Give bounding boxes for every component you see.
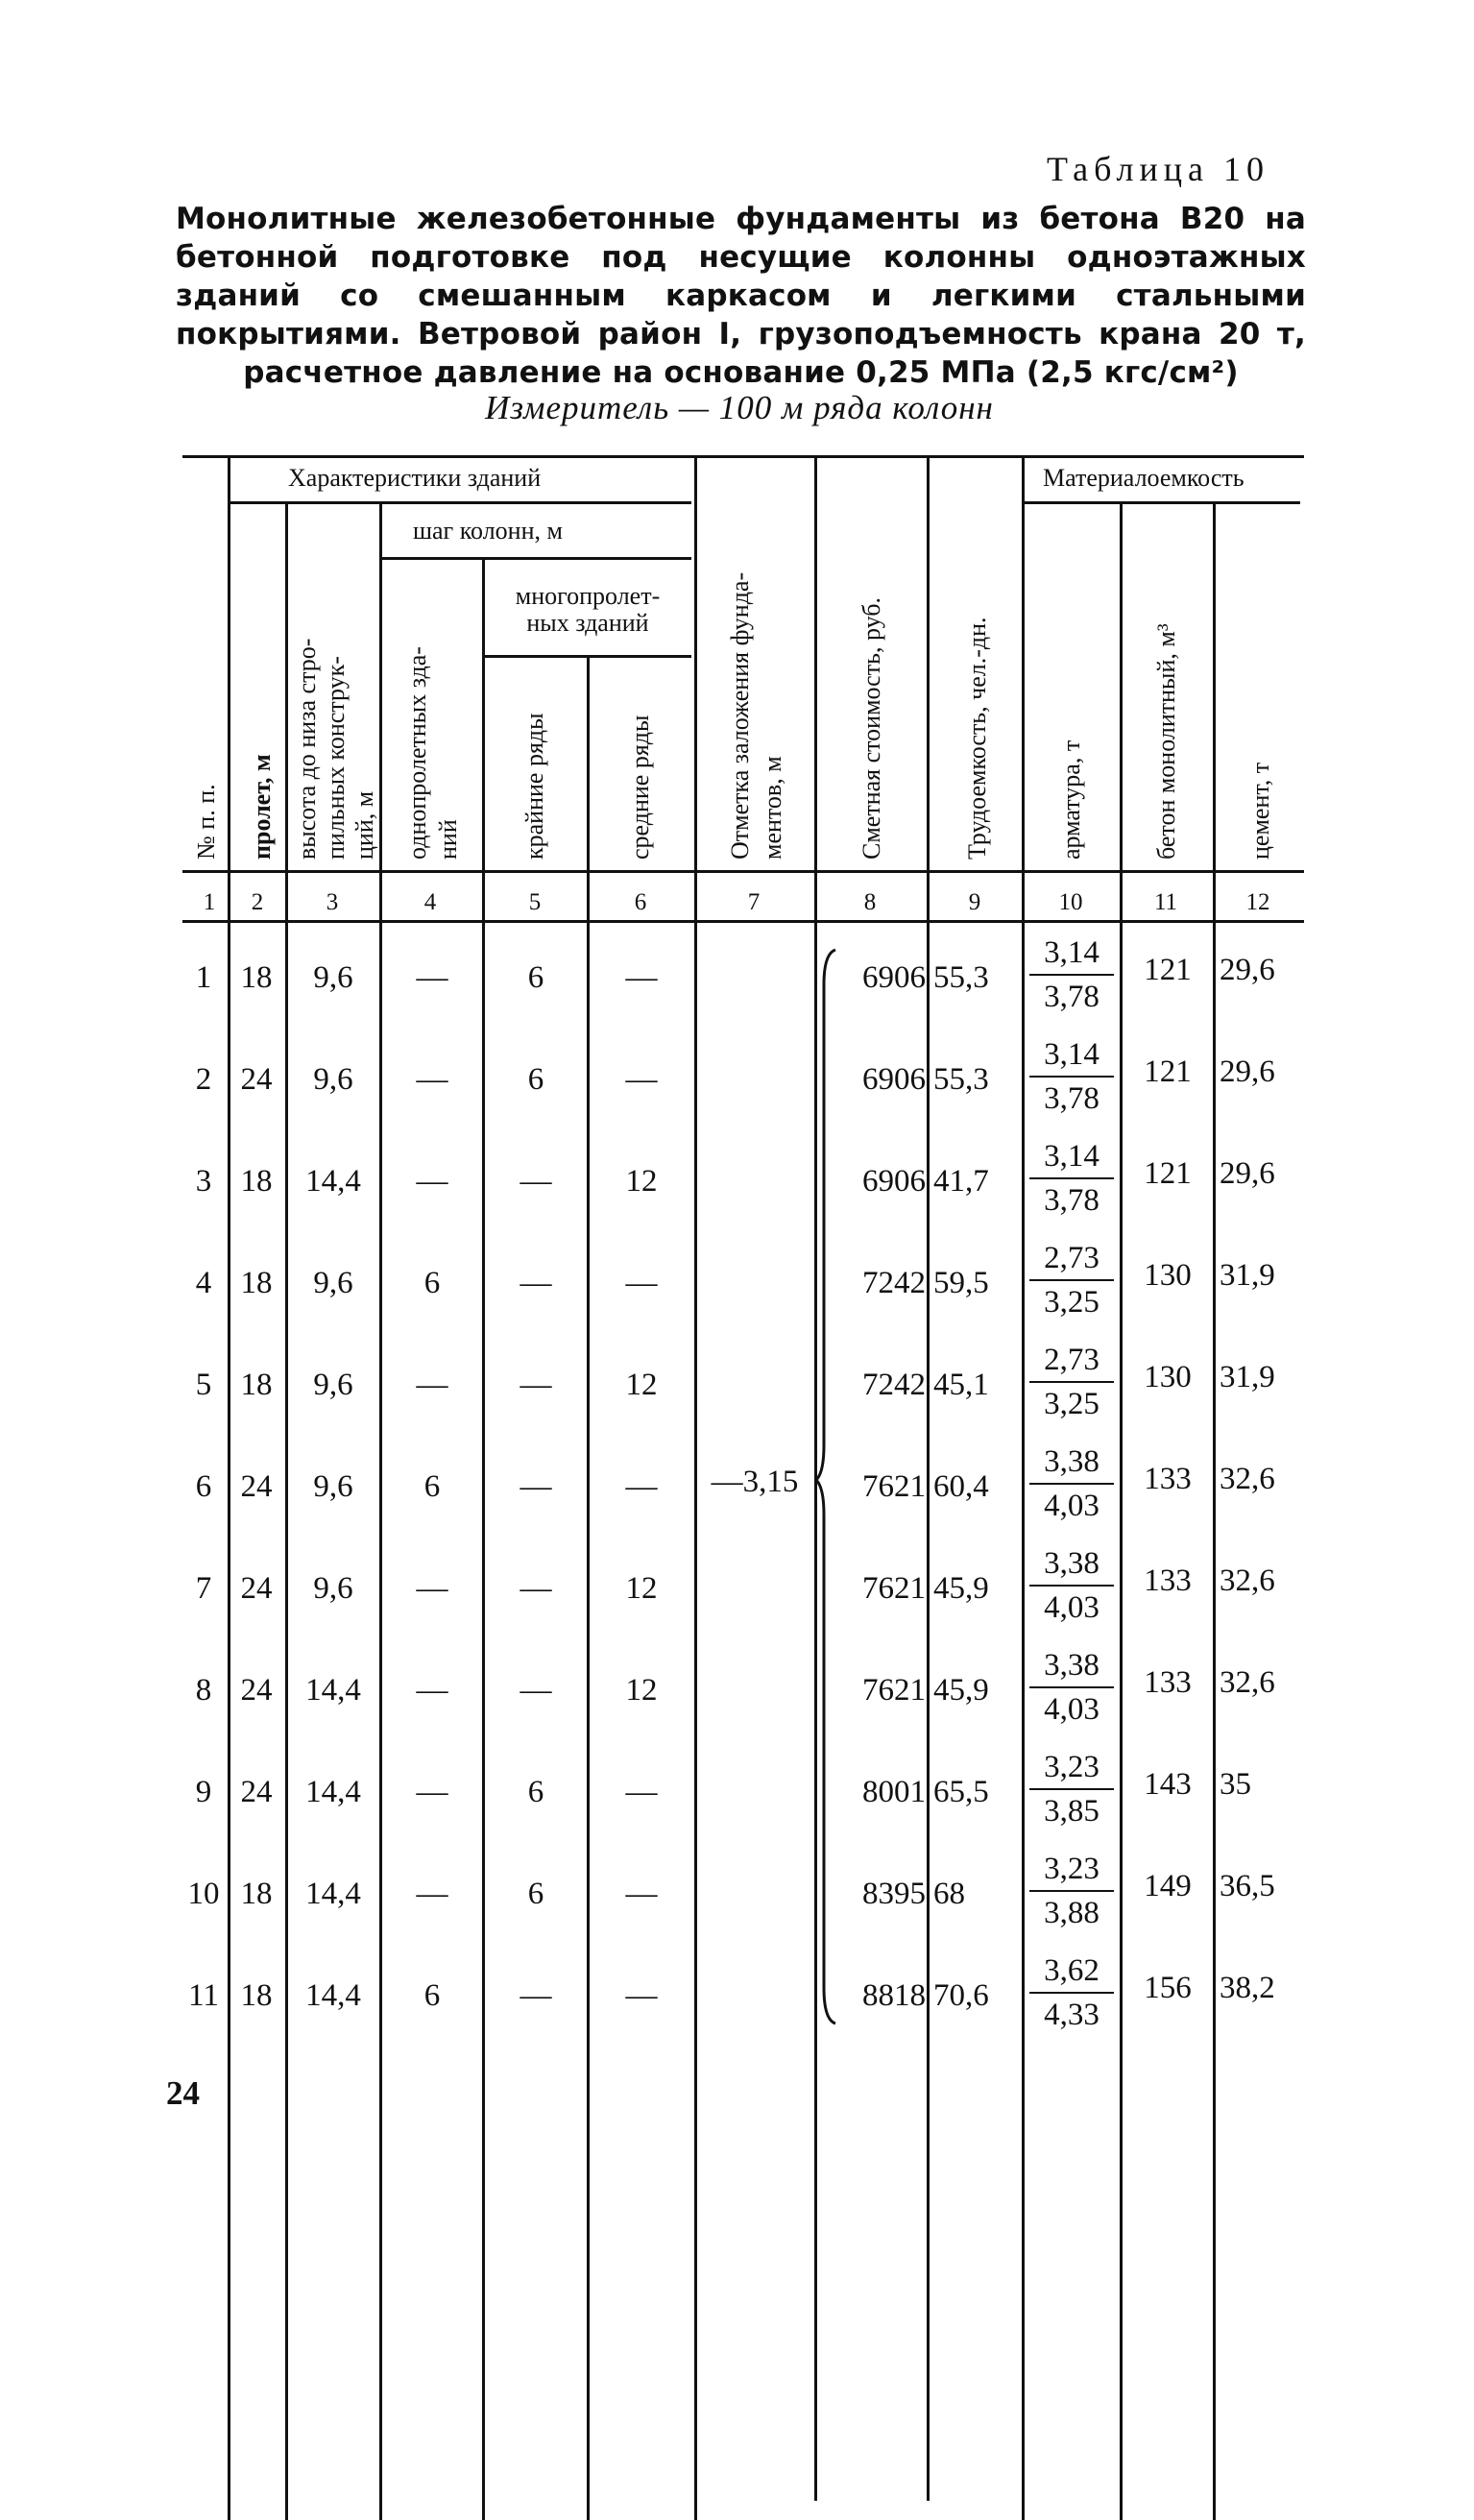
height-value: 9,6 [313,1368,353,1402]
cost-value: 6906 [862,960,926,995]
middle-rows-value: — [625,1266,658,1300]
cost-value: 7242 [862,1266,926,1300]
span-value: 18 [240,1266,273,1300]
header-mark-2: ментов, м [759,756,786,860]
rebar-fraction [1026,1138,1118,1219]
fraction-bar [1029,974,1114,976]
cost-value: 6906 [862,1164,926,1199]
edge-rows-value: 6 [527,960,544,995]
rebar-fraction [1026,1647,1118,1728]
single-span-value: — [416,1673,448,1708]
labor-value: 45,1 [933,1368,989,1402]
rebar-denominator: 3,78 [1044,980,1099,1014]
cost-value: 7242 [862,1368,926,1402]
span-value: 18 [240,1978,273,2013]
labor-value: 68 [933,1877,965,1911]
fraction-bar [1029,1686,1114,1688]
fraction-bar [1029,1076,1114,1078]
height-value: 14,4 [305,1673,361,1708]
labor-value: 59,5 [933,1266,989,1300]
col-divider [379,501,382,2520]
cement-value: 35 [1220,1767,1251,1802]
rebar-numerator: 3,14 [1044,1139,1099,1174]
edge-rows-value: 6 [527,1877,544,1911]
middle-rows-value: 12 [625,1164,658,1199]
rebar-denominator: 3,25 [1044,1285,1099,1320]
step-rule [382,557,691,560]
rebar-numerator: 3,14 [1044,935,1099,970]
rebar-numerator: 3,38 [1044,1648,1099,1683]
concrete-value: 156 [1144,1971,1192,2005]
materials-rule [1022,501,1300,504]
row-number: 11 [188,1978,219,2013]
column-number: 4 [423,889,437,915]
header-single-2: ний [434,819,462,860]
span-value: 24 [240,1673,273,1708]
edge-rows-value: 6 [527,1775,544,1809]
concrete-value: 133 [1144,1563,1192,1598]
concrete-value: 121 [1144,953,1192,987]
rebar-denominator: 4,33 [1044,1998,1099,2032]
row-number: 3 [195,1164,212,1199]
group-multispan-1: многопролет- [515,582,661,610]
span-value: 18 [240,1877,273,1911]
header-height-1: высота до низа стро- [293,638,321,860]
fraction-bar [1029,1177,1114,1179]
rebar-fraction [1026,1545,1118,1626]
single-span-value: 6 [423,1978,441,2013]
table-label: Таблица 10 [1047,150,1269,188]
single-span-value: — [416,1775,448,1809]
concrete-value: 121 [1144,1156,1192,1191]
column-number: 3 [326,889,339,915]
fraction-bar [1029,1483,1114,1485]
labor-value: 41,7 [933,1164,989,1199]
labor-value: 55,3 [933,960,989,995]
cement-value: 29,6 [1220,1156,1275,1191]
height-value: 14,4 [305,1164,361,1199]
rebar-numerator: 3,38 [1044,1444,1099,1479]
column-number: 8 [863,889,877,915]
fraction-bar [1029,1788,1114,1790]
rebar-fraction [1026,1240,1118,1321]
fraction-bar [1029,1279,1114,1281]
concrete-value: 133 [1144,1462,1192,1496]
labor-value: 70,6 [933,1978,989,2013]
rebar-denominator: 4,03 [1044,1489,1099,1523]
middle-rows-value: — [625,960,658,995]
column-number: 6 [634,889,647,915]
labor-value: 60,4 [933,1469,989,1504]
col-divider [1022,455,1025,2520]
characteristics-rule [230,501,691,504]
rebar-fraction [1026,1749,1118,1829]
header-middle: средние ряды [626,715,654,860]
row-number: 1 [195,960,212,995]
rebar-denominator: 4,03 [1044,1692,1099,1727]
height-value: 9,6 [313,960,353,995]
span-value: 24 [240,1571,273,1606]
edge-rows-value: — [520,1266,552,1300]
single-span-value: — [416,960,448,995]
rebar-fraction [1026,1851,1118,1931]
row-number: 4 [195,1266,212,1300]
height-value: 9,6 [313,1266,353,1300]
rebar-numerator: 3,14 [1044,1037,1099,1072]
col-divider [1120,501,1123,2520]
row-number: 8 [195,1673,212,1708]
cement-value: 31,9 [1220,1360,1275,1394]
cement-value: 31,9 [1220,1258,1275,1293]
cement-value: 36,5 [1220,1869,1275,1903]
height-value: 9,6 [313,1062,353,1097]
column-number: 11 [1153,889,1178,915]
page-number: 24 [166,2074,200,2112]
rebar-numerator: 3,38 [1044,1546,1099,1581]
middle-rows-value: — [625,1978,658,2013]
span-value: 24 [240,1469,273,1504]
cost-value: 8818 [862,1978,926,2013]
header-single-1: однопролетных зда- [403,646,431,860]
cement-value: 29,6 [1220,953,1275,987]
col-divider [1213,501,1216,2520]
column-number: 2 [251,889,264,915]
header-concrete: бетон монолитный, м³ [1152,623,1180,860]
rebar-fraction [1026,1342,1118,1422]
labor-value: 45,9 [933,1673,989,1708]
span-value: 24 [240,1775,273,1809]
rebar-denominator: 3,25 [1044,1387,1099,1421]
cost-value: 8395 [862,1877,926,1911]
col-divider [482,557,485,2520]
group-characteristics: Характеристики зданий [288,464,542,492]
units-caption: Измеритель — 100 м ряда колонн [485,389,994,426]
edge-rows-value: — [520,1368,552,1402]
edge-rows-value: — [520,1571,552,1606]
single-span-value: — [416,1164,448,1199]
single-span-value: 6 [423,1266,441,1300]
numbers-rule [182,920,1304,923]
rebar-fraction [1026,1952,1118,2033]
fraction-bar [1029,1890,1114,1892]
fraction-bar [1029,1381,1114,1383]
rebar-denominator: 3,78 [1044,1183,1099,1218]
concrete-value: 130 [1144,1360,1192,1394]
height-value: 9,6 [313,1469,353,1504]
labor-value: 55,3 [933,1062,989,1097]
concrete-value: 143 [1144,1767,1192,1802]
concrete-value: 121 [1144,1054,1192,1089]
row-number: 5 [195,1368,212,1402]
header-edge: крайние ряды [520,713,548,860]
rebar-numerator: 2,73 [1044,1241,1099,1275]
middle-rows-value: 12 [625,1368,658,1402]
rebar-numerator: 3,23 [1044,1750,1099,1784]
span-value: 18 [240,960,273,995]
col-divider [285,501,288,2520]
edge-rows-value: — [520,1469,552,1504]
header-labor: Трудоемкость, чел.-дн. [963,617,991,860]
header-height-3: ций, м [350,790,378,860]
rebar-numerator: 3,23 [1044,1852,1099,1886]
middle-rows-value: — [625,1469,658,1504]
edge-rows-value: — [520,1673,552,1708]
cost-value: 8001 [862,1775,926,1809]
cost-value: 6906 [862,1062,926,1097]
cement-value: 32,6 [1220,1563,1275,1598]
rebar-fraction [1026,934,1118,1015]
span-value: 18 [240,1368,273,1402]
single-span-value: — [416,1062,448,1097]
rebar-denominator: 3,88 [1044,1896,1099,1930]
col-divider [927,455,930,2501]
cement-value: 38,2 [1220,1971,1275,2005]
header-bottom-rule [182,870,1304,873]
fraction-bar [1029,1585,1114,1587]
group-materials: Материалоемкость [1043,464,1244,492]
single-span-value: 6 [423,1469,441,1504]
header-height-2: пильных конструк- [322,656,350,860]
column-number: 9 [968,889,981,915]
header-rebar: арматура, т [1057,739,1085,860]
column-number: 12 [1245,889,1270,915]
middle-rows-value: 12 [625,1571,658,1606]
height-value: 14,4 [305,1877,361,1911]
column-number: 7 [747,889,761,915]
row-number: 9 [195,1775,212,1809]
concrete-value: 133 [1144,1665,1192,1700]
rebar-numerator: 3,62 [1044,1953,1099,1988]
labor-value: 65,5 [933,1775,989,1809]
concrete-value: 130 [1144,1258,1192,1293]
header-span: пролет, м [248,754,276,860]
cost-value: 7621 [862,1469,926,1504]
group-step: шаг колонн, м [413,517,563,545]
rebar-denominator: 3,85 [1044,1794,1099,1829]
top-rule [182,455,1304,458]
table-title: Монолитные железобетонные фундаменты из бетона В20 на бетонной подготовке под несущие колонны одноэтажных зданий со смешанным каркасом и легкими стальными покрытиями. Ветровой район I, грузоподъемность крана 20 т, расчетное давление на основание 0,25 МПа (2,5 кгс/см²) [176,202,1306,390]
header-cement: цемент, т [1246,762,1274,860]
shared-mark: —3,15 [711,1465,799,1499]
cement-value: 32,6 [1220,1665,1275,1700]
rebar-fraction [1026,1443,1118,1524]
row-number: 7 [195,1571,212,1606]
concrete-value: 149 [1144,1869,1192,1903]
middle-rows-value: — [625,1775,658,1809]
middle-rows-value: — [625,1877,658,1911]
edge-rows-value: — [520,1164,552,1199]
rebar-numerator: 2,73 [1044,1343,1099,1377]
height-value: 14,4 [305,1978,361,2013]
single-span-value: — [416,1877,448,1911]
rebar-denominator: 4,03 [1044,1590,1099,1625]
single-span-value: — [416,1571,448,1606]
height-value: 9,6 [313,1571,353,1606]
edge-rows-value: 6 [527,1062,544,1097]
row-number: 2 [195,1062,212,1097]
header-cost: Сметная стоимость, руб. [858,597,885,860]
row-number: 6 [195,1469,212,1504]
fraction-bar [1029,1992,1114,1994]
header-mark-1: Отметка заложения фунда- [726,571,754,860]
middle-rows-value: 12 [625,1673,658,1708]
row-number: 10 [187,1877,220,1911]
labor-value: 45,9 [933,1571,989,1606]
column-number: 1 [203,889,216,915]
single-span-value: — [416,1368,448,1402]
column-number: 5 [528,889,542,915]
cost-brace [814,946,843,2026]
header-number: № п. п. [192,784,220,860]
cement-value: 32,6 [1220,1462,1275,1496]
edge-rows-value: — [520,1978,552,2013]
rebar-fraction [1026,1036,1118,1117]
rebar-denominator: 3,78 [1044,1081,1099,1116]
group-multispan-2: ных зданий [526,609,649,637]
middle-rows-value: — [625,1062,658,1097]
column-number: 10 [1058,889,1083,915]
cost-value: 7621 [862,1673,926,1708]
cost-value: 7621 [862,1571,926,1606]
cement-value: 29,6 [1220,1054,1275,1089]
span-value: 18 [240,1164,273,1199]
span-value: 24 [240,1062,273,1097]
height-value: 14,4 [305,1775,361,1809]
